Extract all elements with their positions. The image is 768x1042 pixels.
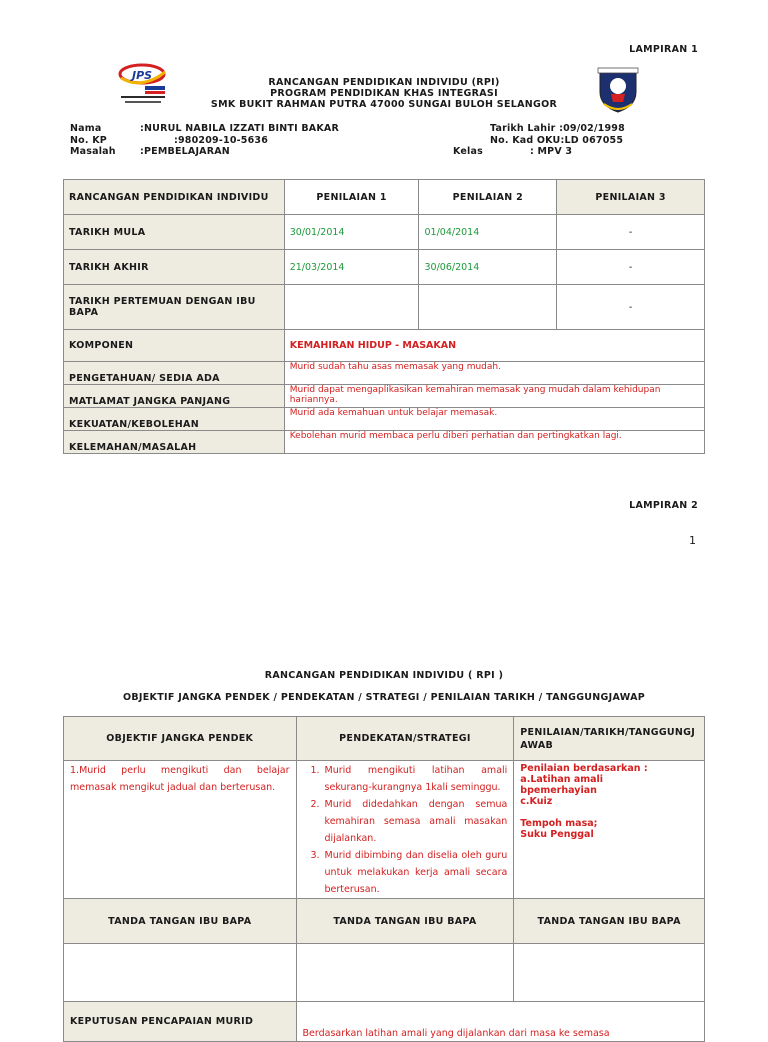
kelas-label: Kelas — [453, 146, 483, 157]
tarikh-mula-row — [64, 215, 705, 250]
tarikh-mula-label: TARIKH MULA — [64, 215, 285, 250]
tarikh-akhir-p3: - — [557, 250, 705, 285]
signature-box-3 — [514, 944, 705, 1002]
tanda-tangan-header-row — [64, 899, 705, 944]
objektif-header-row — [64, 717, 705, 761]
tanda-tangan-2: TANDA TANGAN IBU BAPA — [296, 899, 514, 944]
pengetahuan-row — [64, 362, 705, 385]
matlamat-row — [64, 385, 705, 408]
lampiran-1-label: LAMPIRAN 1 — [629, 44, 698, 55]
tarikh-mula-p2: 01/04/2014 — [419, 215, 557, 250]
nama-value: :NURUL NABILA IZZATI BINTI BAKAR — [140, 123, 339, 134]
tanda-tangan-1: TANDA TANGAN IBU BAPA — [64, 899, 297, 944]
keputusan-row — [64, 1002, 705, 1042]
kekuatan-row — [64, 408, 705, 431]
kp-label: No. KP — [70, 135, 107, 146]
penilaian-line-3: bpemerhayian — [520, 785, 597, 796]
lampiran-2-label: LAMPIRAN 2 — [629, 500, 698, 511]
page2-title: RANCANGAN PENDIDIKAN INDIVIDU ( RPI ) — [264, 670, 504, 681]
header-penilaian: PENILAIAN/TARIKH/TANGGUNGJAWAB — [514, 717, 705, 761]
penilaian-cell — [514, 761, 705, 899]
penilaian-line-2: a.Latihan amali — [520, 774, 604, 785]
strategi-item-2: 2. Murid didedahkan dengan semua kemahiran semasa amali masakan dijalankan. — [323, 796, 508, 847]
tanda-tangan-3: TANDA TANGAN IBU BAPA — [514, 899, 705, 944]
rpi-title-block — [0, 77, 768, 110]
kelemahan-value: Kebolehan murid membaca perlu diberi perhatian dan pertingkatkan lagi. — [284, 431, 704, 454]
komponen-label: KOMPONEN — [64, 330, 285, 362]
keputusan-value: Berdasarkan latihan amali yang dijalankan dari masa ke semasa — [296, 1002, 704, 1042]
tarikh-akhir-row — [64, 250, 705, 285]
kelas-value: : MPV 3 — [530, 146, 573, 157]
tarikh-lahir: Tarikh Lahir :09/02/1998 — [490, 123, 625, 134]
tarikh-akhir-label: TARIKH AKHIR — [64, 250, 285, 285]
tempoh-line-1: Tempoh masa; — [520, 818, 598, 829]
pertemuan-p1 — [284, 285, 419, 330]
strategi-item-3: 3. Murid dibimbing dan diselia oleh guru untuk melakukan kerja amali secara berterusan. — [323, 847, 508, 898]
komponen-value: KEMAHIRAN HIDUP - MASAKAN — [284, 330, 704, 362]
header-penilaian-3: PENILAIAN 3 — [557, 180, 705, 215]
strategi-item-1: 1. Murid mengikuti latihan amali sekurang-kurangnya 1kali seminggu. — [323, 762, 508, 796]
pertemuan-p2 — [419, 285, 557, 330]
kelemahan-label: KELEMAHAN/MASALAH — [64, 431, 285, 454]
signature-box-1 — [64, 944, 297, 1002]
kelemahan-row — [64, 431, 705, 454]
title-line-2: PROGRAM PENDIDIKAN KHAS INTEGRASI — [270, 88, 498, 99]
page-number: 1 — [689, 534, 696, 547]
tarikh-mula-p1: 30/01/2014 — [284, 215, 419, 250]
penilaian-line-1: Penilaian berdasarkan : — [520, 763, 648, 774]
strategi-cell — [296, 761, 514, 899]
pertemuan-label: TARIKH PERTEMUAN DENGAN IBU BAPA — [64, 285, 285, 330]
rpi-header-row — [64, 180, 705, 215]
komponen-row — [64, 330, 705, 362]
kekuatan-label: KEKUATAN/KEBOLEHAN — [64, 408, 285, 431]
header-strategi: PENDEKATAN/STRATEGI — [296, 717, 514, 761]
header-penilaian-1: PENILAIAN 1 — [284, 180, 419, 215]
header-penilaian-2: PENILAIAN 2 — [419, 180, 557, 215]
pengetahuan-value: Murid sudah tahu asas memasak yang mudah. — [284, 362, 704, 385]
svg-text:JPS: JPS — [132, 69, 153, 82]
rpi-table — [63, 179, 705, 454]
header-objektif: OBJEKTIF JANGKA PENDEK — [64, 717, 297, 761]
title-line-1: RANCANGAN PENDIDIKAN INDIVIDU (RPI) — [268, 77, 500, 88]
pertemuan-row — [64, 285, 705, 330]
tarikh-akhir-p2: 30/06/2014 — [419, 250, 557, 285]
kekuatan-value: Murid ada kemahuan untuk belajar memasak. — [284, 408, 704, 431]
masalah-label: Masalah — [70, 146, 116, 157]
title-line-3: SMK BUKIT RAHMAN PUTRA 47000 SUNGAI BULOH SELANGOR — [210, 99, 558, 110]
kp-value: :980209-10-5636 — [174, 135, 269, 146]
tarikh-akhir-p1: 21/03/2014 — [284, 250, 419, 285]
header-rpi: RANCANGAN PENDIDIKAN INDIVIDU — [64, 180, 285, 215]
pengetahuan-label: PENGETAHUAN/ SEDIA ADA — [64, 362, 285, 385]
objektif-content-row — [64, 761, 705, 899]
pertemuan-p3: - — [557, 285, 705, 330]
matlamat-label: MATLAMAT JANGKA PANJANG — [64, 385, 285, 408]
objektif-text: 1.Murid perlu mengikuti dan belajar memasak mengikut jadual dan berterusan. — [64, 761, 297, 899]
page2-subtitle: OBJEKTIF JANGKA PENDEK / PENDEKATAN / STRATEGI / PENILAIAN TARIKH / TANGGUNGJAWAP — [123, 692, 645, 703]
signature-box-2 — [296, 944, 514, 1002]
keputusan-label: KEPUTUSAN PENCAPAIAN MURID — [64, 1002, 297, 1042]
tempoh-line-2: Suku Penggal — [520, 829, 594, 840]
penilaian-line-4: c.Kuiz — [520, 796, 553, 807]
matlamat-value: Murid dapat mengaplikasikan kemahiran memasak yang mudah dalam kehidupan hariannya. — [284, 385, 704, 408]
tanda-tangan-space-row — [64, 944, 705, 1002]
objektif-table — [63, 716, 705, 1042]
tarikh-mula-p3: - — [557, 215, 705, 250]
nama-label: Nama — [70, 123, 102, 134]
kad-oku: No. Kad OKU:LD 067055 — [490, 135, 624, 146]
masalah-value: :PEMBELAJARAN — [140, 146, 230, 157]
